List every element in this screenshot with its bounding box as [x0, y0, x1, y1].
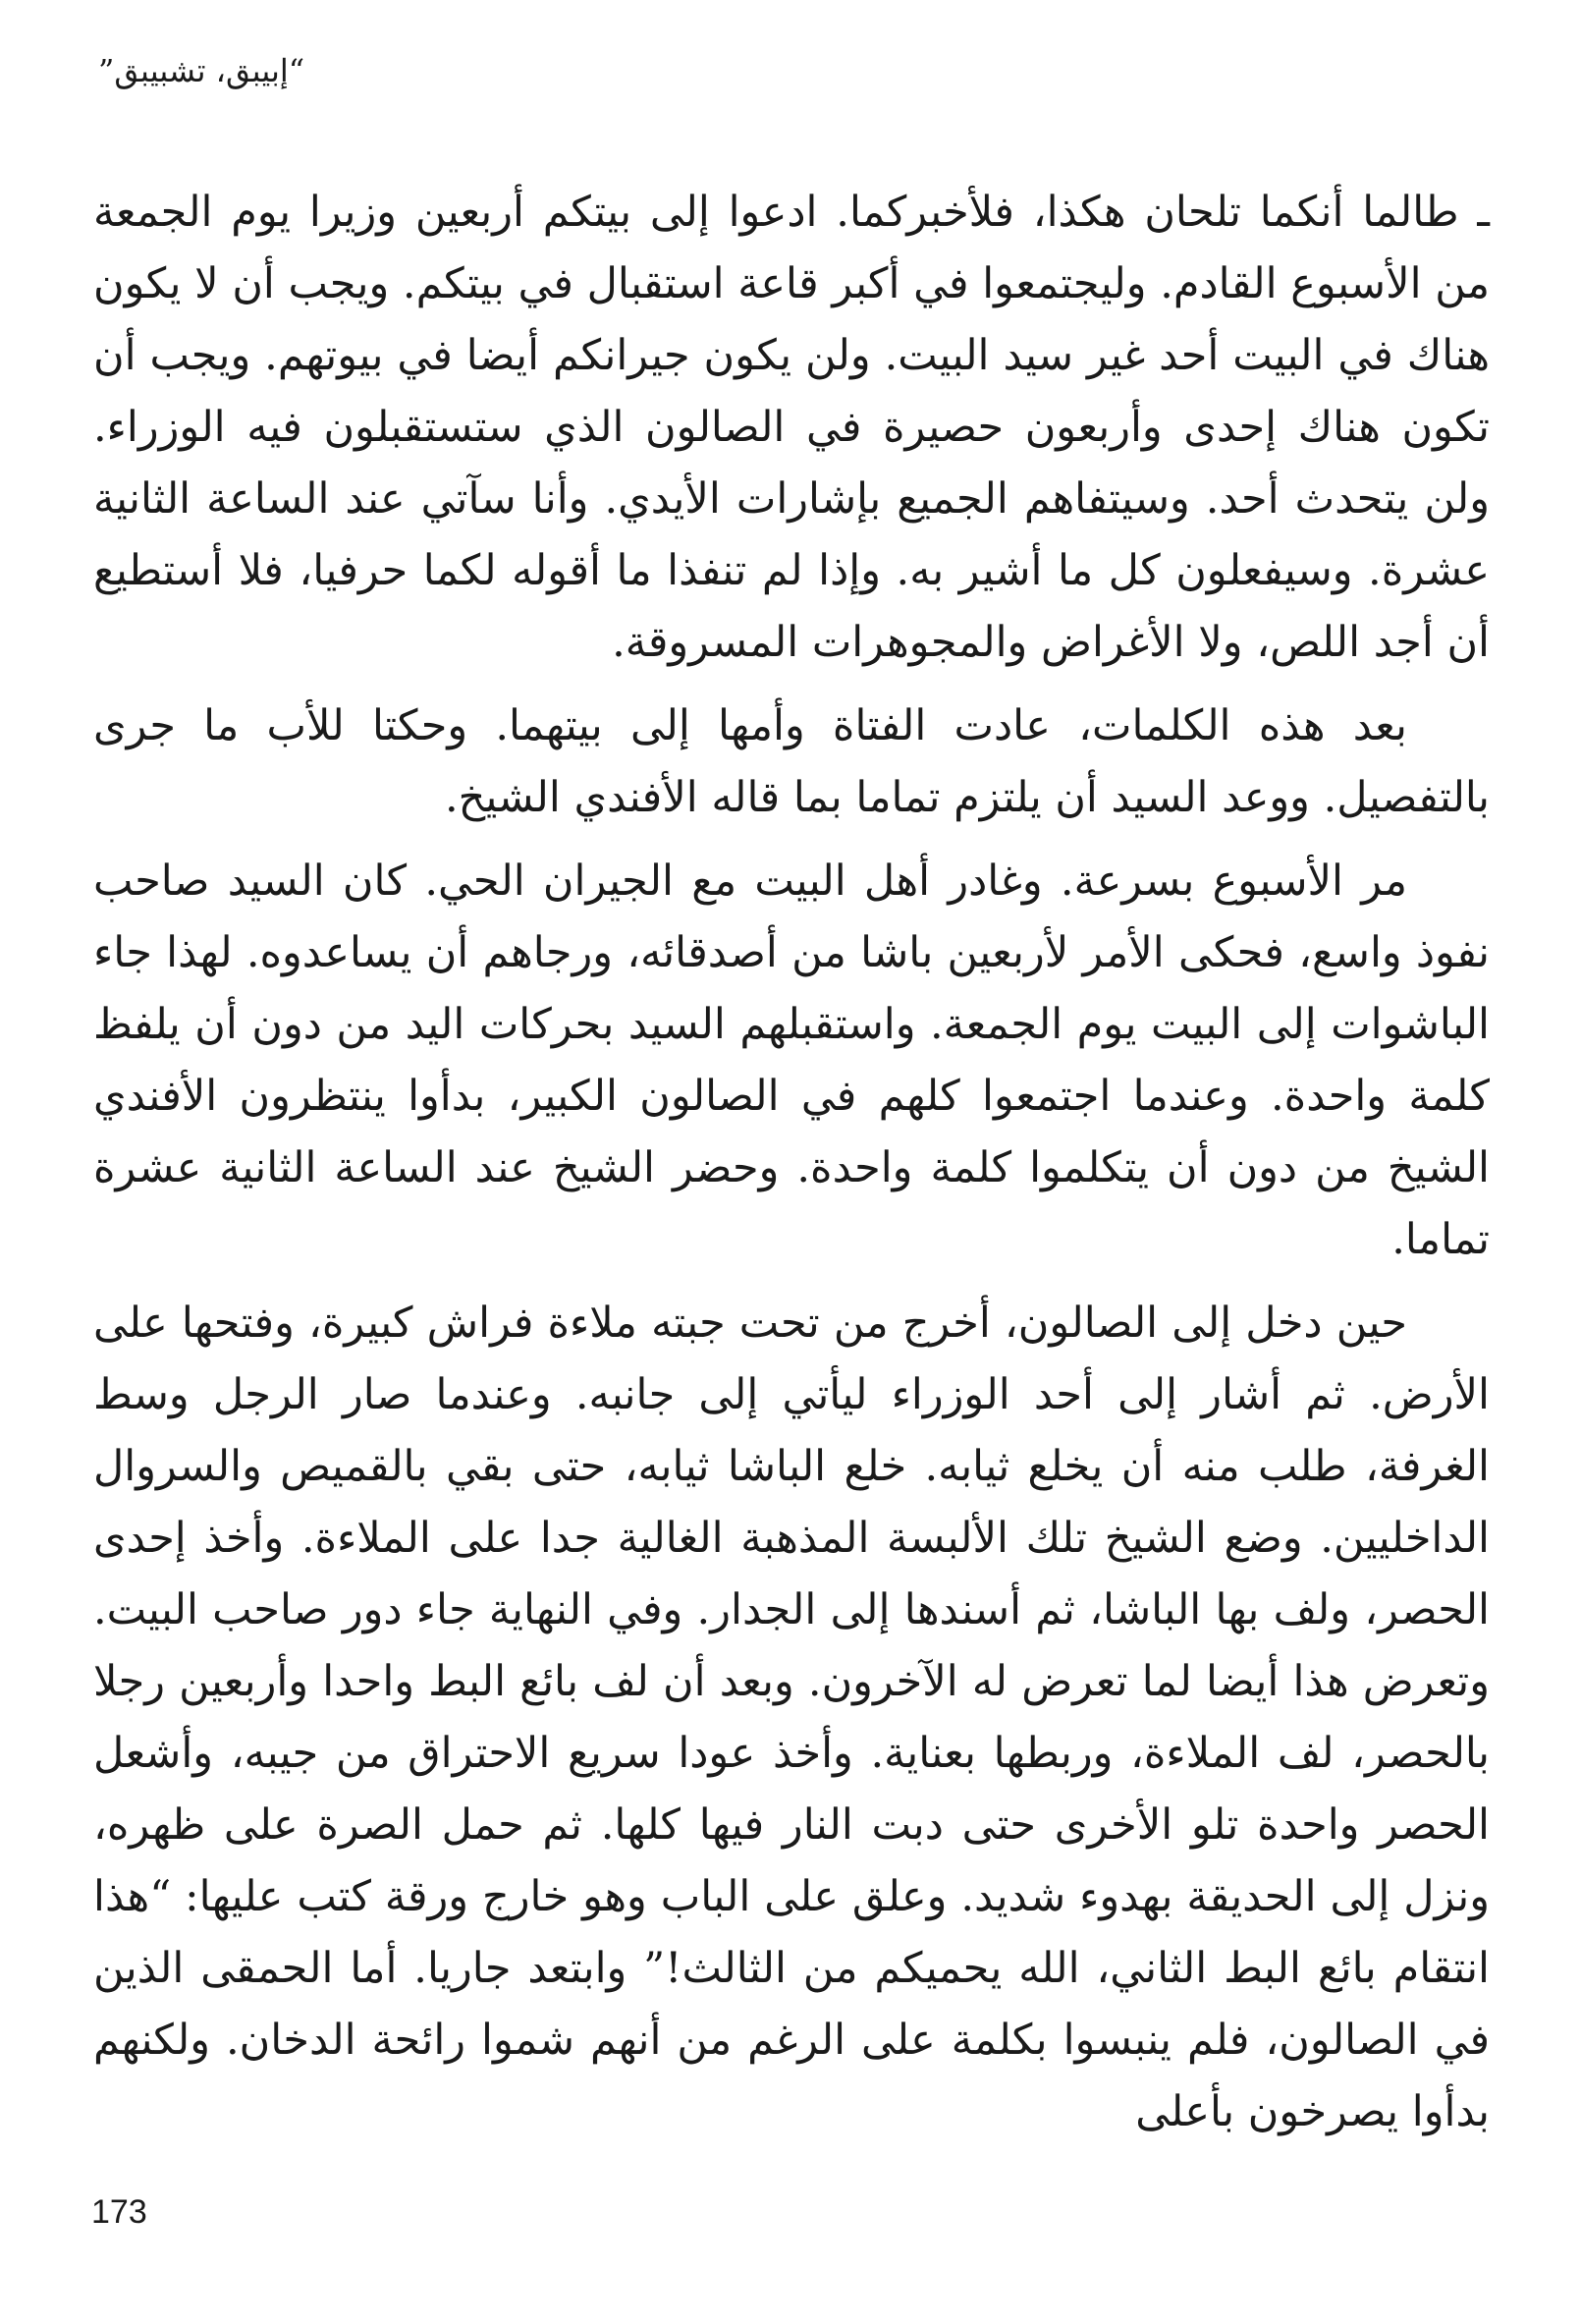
body-text — [93, 177, 1490, 2160]
paragraph-3: مر الأسبوع بسرعة. وغادر أهل البيت مع الجيران الحي. كان السيد صاحب نفوذ واسع، فحكى الأمر لأربعين باشا من أصدقائه، ورجاهم أن يساعدوه. لهذا جاء الباشوات إلى البيت يوم الجمعة. واستقبلهم السيد بحركات اليد من دون أن يلفظ كلمة واحدة. وعندما اجتمعوا كلهم في الصالون الكبير، بدأوا ينتظرون الأفندي الشيخ من دون أن يتكلموا كلمة واحدة. وحضر الشيخ عند الساعة الثانية عشرة تماما. — [93, 857, 1490, 1264]
page-number: 173 — [91, 2193, 147, 2231]
paragraph-1: ـ طالما أنكما تلحان هكذا، فلأخبركما. ادعوا إلى بيتكم أربعين وزيرا يوم الجمعة من الأسبوع القادم. وليجتمعوا في أكبر قاعة استقبال في بيتكم. ويجب أن لا يكون هناك في البيت أحد غير سيد البيت. ولن يكون جيرانكم أيضا في بيوتهم. ويجب أن تكون هناك إحدى وأربعون حصيرة في الصالون الذي ستستقبلون فيه الوزراء. ولن يتحدث أحد. وسيتفاهم الجميع بإشارات الأيدي. وأنا سآتي عند الساعة الثانية عشرة. وسيفعلون كل ما أشير به. وإذا لم تنفذا ما أقوله لكما حرفيا، فلا أستطيع أن أجد اللص، ولا الأغراض والمجوهرات المسروقة. — [92, 188, 1490, 667]
running-header: “إبيبق، تشبيبق” — [98, 52, 305, 89]
paragraph-2: بعد هذه الكلمات، عادت الفتاة وأمها إلى بيتهما. وحكتا للأب ما جرى بالتفصيل. ووعد السيد أن يلتزم تماما بما قاله الأفندي الشيخ. — [93, 701, 1490, 822]
paragraph-4: حين دخل إلى الصالون، أخرج من تحت جبته ملاءة فراش كبيرة، وفتحها على الأرض. ثم أشار إلى أحد الوزراء ليأتي إلى جانبه. وعندما صار الرجل وسط الغرفة، طلب منه أن يخلع ثيابه. خلع الباشا ثيابه، حتى بقي بالقميص والسروال الداخليين. وضع الشيخ تلك الألبسة المذهبة الغالية جدا على الملاءة. وأخذ إحدى الحصر، ولف بها الباشا، ثم أسندها إلى الجدار. وفي النهاية جاء دور صاحب البيت. وتعرض هذا أيضا لما تعرض له الآخرون. وبعد أن لف بائع البط واحدا وأربعين رجلا بالحصر، لف الملاءة، وربطها بعناية. وأخذ عودا سريع الاحتراق من جيبه، وأشعل الحصر واحدة تلو الأخرى حتى دبت النار فيها كلها. ثم حمل الصرة على ظهره، ونزل إلى الحديقة بهدوء شديد. وعلق على الباب وهو خارج ورقة كتب عليها: “هذا انتقام بائع البط الثاني، الله يحميكم من الثالث!” وابتعد جاريا. أما الحمقى الذين في الصالون، فلم ينبسوا بكلمة على الرغم من أنهم شموا رائحة الدخان. ولكنهم بدأوا يصرخون بأعلى — [93, 1299, 1490, 2136]
